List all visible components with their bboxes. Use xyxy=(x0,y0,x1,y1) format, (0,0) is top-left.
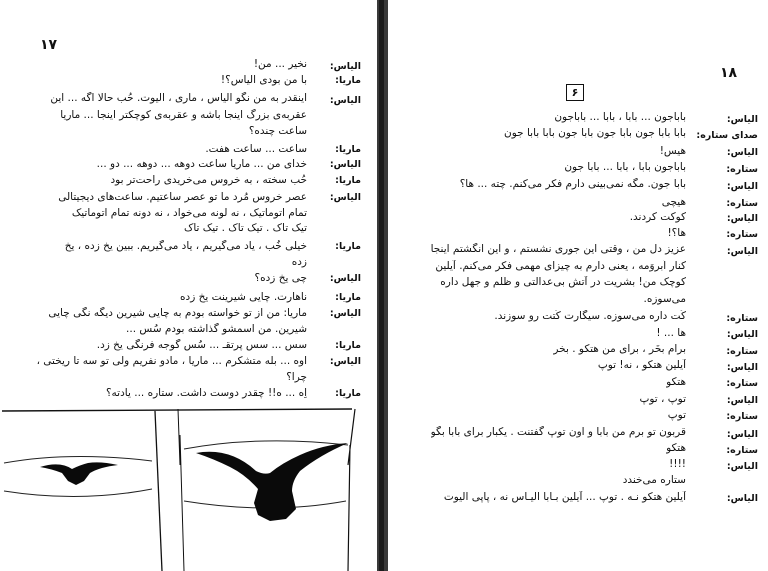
speaker-label: ماریا: xyxy=(335,75,361,86)
dialogue-line: ماریا: من از تو خواسته بودم به چایی شیرین دیگه نگی چایی xyxy=(48,307,307,319)
dialogue-line: هیس! xyxy=(659,145,686,157)
speaker-label: الیاس: xyxy=(726,395,758,406)
speaker-label: الیاس: xyxy=(726,213,758,224)
dialogue-line: ساعت ... ساعت هفت. xyxy=(205,143,307,155)
dialogue-line: عقربه‌ی بزرگ اینجا باشه و عقربه‌ی کوچکتر اینجا ... ماریا xyxy=(60,109,307,121)
dialogue-line: عزیز دل من ، وقتی این جوری نشستم ، و این انگشتم اینجا xyxy=(430,243,686,255)
speaker-label: ماریا: xyxy=(335,292,361,303)
speaker-label: ستاره: xyxy=(726,313,758,324)
speaker-label: ماریا: xyxy=(335,175,361,186)
dialogue-line: بابا بابا جون بابا جون بابا جون بابا بابا جون xyxy=(503,127,686,139)
speaker-label: الیاس: xyxy=(726,147,758,158)
dialogue-line: کنار اَبروَمه ، یعنی دارم به چیزای مهمی فکر می‌کنم. آیلین xyxy=(435,260,686,272)
book-gutter xyxy=(377,0,388,571)
speaker-label: صدای ستاره: xyxy=(696,130,758,141)
dialogue-line: ها؟! xyxy=(667,227,686,239)
dialogue-line: خدای من ... ماریا ساعت دوهه ... دوهه ... دو ... xyxy=(96,158,307,170)
speaker-label: الیاس: xyxy=(726,114,758,125)
speaker-label: الیاس: xyxy=(329,192,361,203)
dialogue-line: باباجون بابا ، بابا ... بابا جون xyxy=(564,161,686,173)
dialogue-line: باباجون ... بابا ، بابا ... باباجون xyxy=(554,111,686,123)
dialogue-line: نخیر ... من! xyxy=(253,58,307,70)
dialogue-line: اینقدر به من نگو الیاس ، ماری ، الیوت. حُب حالا اگه ... این xyxy=(50,92,307,104)
speaker-label: الیاس: xyxy=(329,308,361,319)
page-number-left: ۱۷ xyxy=(40,37,58,53)
dialogue-line: برام بخَر ، برای من هتکو . بخر xyxy=(553,343,686,355)
dialogue-line: هیچی xyxy=(661,196,686,208)
speaker-label: الیاس: xyxy=(726,181,758,192)
dialogue-line: اوه ... بله متشکرم ... ماریا ، مادو نفریم ولی تو سه تا ریختی ، xyxy=(36,355,307,367)
section-number-box: ۶ xyxy=(566,84,584,101)
dialogue-line: هتکو xyxy=(666,442,686,454)
dialogue-line: زده xyxy=(291,256,307,268)
speaker-label: ستاره: xyxy=(726,378,758,389)
dialogue-line: تمام اتوماتیک ، نه لونه می‌خواد ، نه دونه تمام اتوماتیک xyxy=(71,207,307,219)
dialogue-line: توپ ، توپ xyxy=(639,393,686,405)
dialogue-line: ناهارت. چایی شیرینت یخ زده xyxy=(180,291,307,303)
dialogue-line: ها ... ! xyxy=(656,327,686,339)
dialogue-line: کُت داره می‌سوزه. سیگارت کُتت رو سوزند. xyxy=(494,310,686,322)
speaker-label: ماریا: xyxy=(335,340,361,351)
speaker-label: الیاس: xyxy=(329,356,361,367)
dialogue-line: شیرین. من اسمشو گذاشته بودم سُس ... xyxy=(126,323,307,335)
speaker-label: ماریا: xyxy=(335,388,361,399)
speaker-label: ستاره: xyxy=(726,198,758,209)
speaker-label: ستاره: xyxy=(726,229,758,240)
dialogue-line: حُب سخته ، به خروس می‌خریدی راحت‌تر بود xyxy=(110,174,307,186)
speaker-label: الیاس: xyxy=(329,61,361,72)
speaker-label: الیاس: xyxy=(329,273,361,284)
speaker-label: الیاس: xyxy=(726,429,758,440)
dialogue-line: بابا جون. مگه نمی‌بینی دارم فکر می‌کنم. چته ... ها؟ xyxy=(459,178,686,190)
dialogue-line: تیک تاک . تیک تاک . تیک تاک xyxy=(183,222,307,234)
dialogue-line: ستاره می‌خندد xyxy=(622,474,686,486)
dialogue-line: کوچک من! بشریت در آتش بی‌عدالتی و ظُلم و جهل داره xyxy=(440,276,686,288)
dialogue-line: چی یخ زده؟ xyxy=(254,272,307,284)
dialogue-line: چرا؟ xyxy=(286,371,307,383)
dialogue-line: آیلین هتکو نـه . توپ ... آیلین بـابا الیـاس نه ، پاپی الیوت xyxy=(443,491,686,503)
page-number-right: ۱۸ xyxy=(720,65,738,81)
dialogue-line: کوکت کردند. xyxy=(629,211,686,223)
dialogue-line: قربون تو برم من بابا و اون توپ گفتنت . یکبار برای بابا بگو xyxy=(430,426,686,438)
left-page xyxy=(0,0,377,571)
crow-illustration xyxy=(0,405,377,571)
speaker-label: الیاس: xyxy=(726,246,758,257)
dialogue-line: عصر خروس مُرد ما تو عصر ساعتیم. ساعت‌های دیجیتالی xyxy=(58,191,307,203)
speaker-label: الیاس: xyxy=(726,362,758,373)
dialogue-line: هتکو xyxy=(666,376,686,388)
dialogue-line: آیلین هتکو ، نه! توپ xyxy=(597,359,686,371)
right-page xyxy=(388,0,768,571)
speaker-label: الیاس: xyxy=(726,329,758,340)
speaker-label: ماریا: xyxy=(335,241,361,252)
speaker-label: ستاره: xyxy=(726,445,758,456)
dialogue-line: می‌سوزه. xyxy=(643,293,686,305)
speaker-label: ستاره: xyxy=(726,411,758,422)
speaker-label: الیاس: xyxy=(329,95,361,106)
dialogue-line: !!!! xyxy=(669,458,686,470)
dialogue-line: اِه ... ه!! چقدر دوست داشت. ستاره ... یادته؟ xyxy=(105,387,307,399)
dialogue-line: سس ... سس پرتقـ ... سُس گوجه فرنگی یخ زد. xyxy=(96,339,307,351)
speaker-label: الیاس: xyxy=(329,159,361,170)
speaker-label: ماریا: xyxy=(335,144,361,155)
dialogue-line: با من بودی الیاس؟! xyxy=(220,74,307,86)
speaker-label: ستاره: xyxy=(726,346,758,357)
dialogue-line: خیلی خُب ، یاد می‌گیریم ، یاد می‌گیریم. ببین یخ زده ، یخ xyxy=(64,240,307,252)
speaker-label: الیاس: xyxy=(726,493,758,504)
dialogue-line: ساعت چنده؟ xyxy=(248,125,307,137)
speaker-label: الیاس: xyxy=(726,461,758,472)
speaker-label: ستاره: xyxy=(726,164,758,175)
dialogue-line: توپ xyxy=(667,409,686,421)
